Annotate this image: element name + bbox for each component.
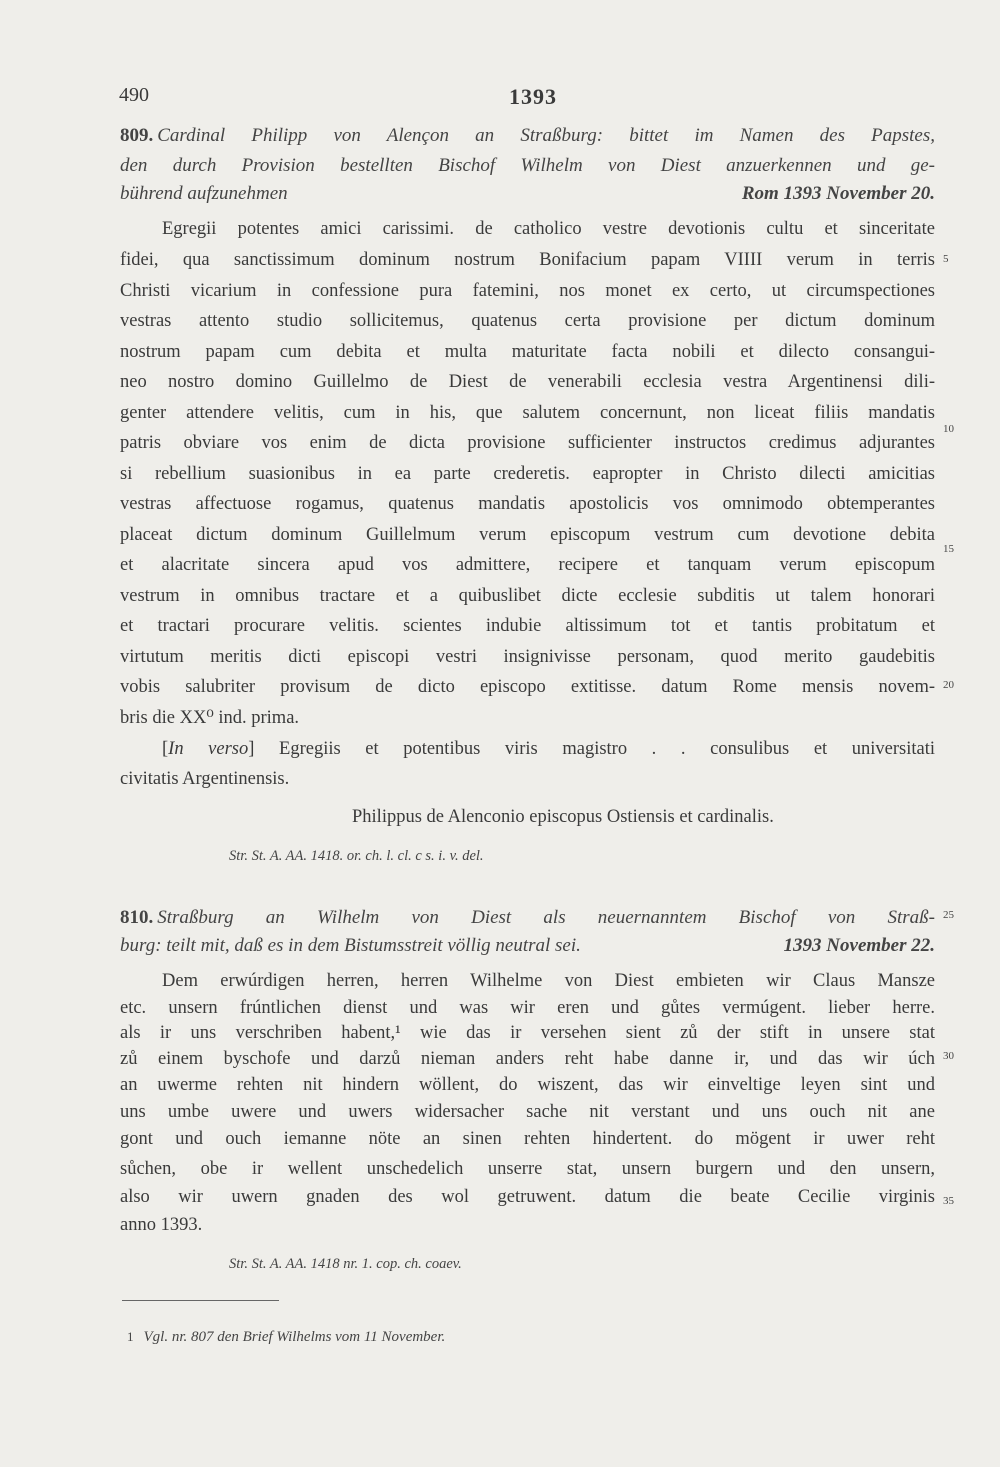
text-line: vobis salubriter provisum de dicto episcopo extitisse. datum Rome mensis novem- (120, 677, 935, 697)
text-line: also wir uwern gnaden des wol getruwent. datum die beate Cecilie virginis (120, 1187, 935, 1207)
text-line: si rebellium suasionibus in ea parte crederetis. eapropter in Christo dilecti amicitias (120, 464, 935, 484)
verso-label: In verso (168, 739, 249, 759)
text-line: et tractari procurare velitis. scientes indubie altissimum tot et tantis probitatum et (120, 616, 935, 636)
text-line: Christi vicarium in confessione pura fatemini, nos monet ex certo, ut circumspectiones (120, 281, 935, 301)
text-line: etc. unsern frúntlichen dienst und was wir eren und gůtes vermúgent. lieber herre. (120, 998, 935, 1018)
text-line: vestrum in omnibus tractare et a quibuslibet dicte ecclesie subditis ut talem honorari (120, 586, 935, 606)
verso-line: [In verso] Egregiis et potentibus viris magistro . . consulibus et universitati (162, 739, 936, 759)
margin-line-number: 35 (943, 1195, 954, 1207)
text-line: anno 1393. (120, 1215, 203, 1235)
page-header (119, 84, 949, 114)
text-line: gont und ouch iemanne nöte an sinen rehten hindertent. do mögent ir uwer reht (120, 1129, 935, 1149)
regest-809-line: bührend aufzunehmen Rom 1393 November 20. (120, 180, 935, 208)
signature: Philippus de Alenconio episcopus Ostiensis et cardinalis. (352, 807, 774, 827)
text-line: nostrum papam cum debita et multa maturitate facta nobili et dilecto consangui- (120, 342, 935, 362)
footnote-rule (122, 1300, 279, 1301)
text-line: genter attendere velitis, cum in his, que salutem concernunt, non liceat filiis mandatis (120, 403, 935, 423)
text-line: an uwerme rehten nit hindern wöllent, do wiszent, das wir einveltige leyen sint und (120, 1075, 935, 1095)
margin-line-number: 10 (943, 423, 954, 435)
footnote (127, 1329, 445, 1346)
document-number: 810. (120, 907, 154, 928)
text-line: Dem erwúrdigen herren, herren Wilhelme von Diest embieten wir Claus Mansze (162, 971, 935, 991)
source-note: Str. St. A. AA. 1418. or. ch. l. cl. c s. i. v. del. (229, 848, 484, 864)
regest-809-line: den durch Provision bestellten Bischof Wilhelm von Diest anzuerkennen und ge- (120, 155, 935, 176)
text-line: als ir uns verschriben habent,¹ wie das ir versehen sient zů der stift in unsere stat (120, 1023, 935, 1043)
text-line: neo nostro domino Guillelmo de Diest de venerabili ecclesia vestra Argentinensi dili- (120, 372, 935, 392)
margin-line-number: 20 (943, 679, 954, 691)
running-year: 1393 (509, 84, 557, 109)
regest-810-line: 810. Straßburg an Wilhelm von Diest als neuernanntem Bischof von Straß- (120, 907, 935, 928)
text-line: virtutum meritis dicti episcopi vestri insignivisse personam, quod merito gaudebitis (120, 647, 935, 667)
footnote-marker: 1 (127, 1329, 134, 1344)
footnote-text: Vgl. nr. 807 den Brief Wilhelms vom 11 November. (143, 1329, 446, 1345)
text-line: sůchen, obe ir wellent unschedelich unserre stat, unsern burgern und den unsern, (120, 1159, 935, 1179)
page-number: 490 (119, 84, 149, 106)
text-line: placeat dictum dominum Guillelmum verum episcopum vestrum cum devotione debita (120, 525, 935, 545)
text-line: bris die XX⁰ ind. prima. (120, 708, 300, 728)
margin-line-number: 5 (943, 253, 949, 265)
margin-line-number: 25 (943, 909, 954, 921)
verso-line: civitatis Argentinensis. (120, 769, 290, 789)
margin-line-number: 15 (943, 543, 954, 555)
source-note: Str. St. A. AA. 1418 nr. 1. cop. ch. coaev. (229, 1256, 462, 1272)
text-line: vestras attento studio sollicitemus, quatenus certa provisione per dictum dominum (120, 311, 935, 331)
text-line: patris obviare vos enim de dicta provisione sufficienter instructos credimus adjurantes (120, 433, 935, 453)
text-line: vestras affectuose rogamus, quatenus mandatis apostolicis vos omnimodo obtemperantes (120, 494, 935, 514)
text-line: uns umbe uwere und uwers widersacher sache nit verstant und uns ouch nit ane (120, 1102, 935, 1122)
regest-810-line: burg: teilt mit, daß es in dem Bistumsstreit völlig neutral sei. 1393 November 22. (120, 932, 935, 960)
text-line: zů einem byschofe und darzů nieman anders reht habe danne ir, und das wir úch (120, 1049, 935, 1069)
document-number: 809. (120, 125, 154, 146)
document-date: Rom 1393 November 20. (741, 183, 935, 204)
document-date: 1393 November 22. (783, 935, 935, 956)
regest-809-line: 809. Cardinal Philipp von Alençon an Straßburg: bittet im Namen des Papstes, (120, 125, 935, 146)
text-line: Egregii potentes amici carissimi. de catholico vestre devotionis cultu et sinceritate (162, 219, 935, 239)
text-line: et alacritate sincera apud vos admittere, recipere et tanquam verum episcopum (120, 555, 935, 575)
margin-line-number: 30 (943, 1050, 954, 1062)
text-line: fidei, qua sanctissimum dominum nostrum Bonifacium papam VIIII verum in terris (120, 250, 935, 270)
